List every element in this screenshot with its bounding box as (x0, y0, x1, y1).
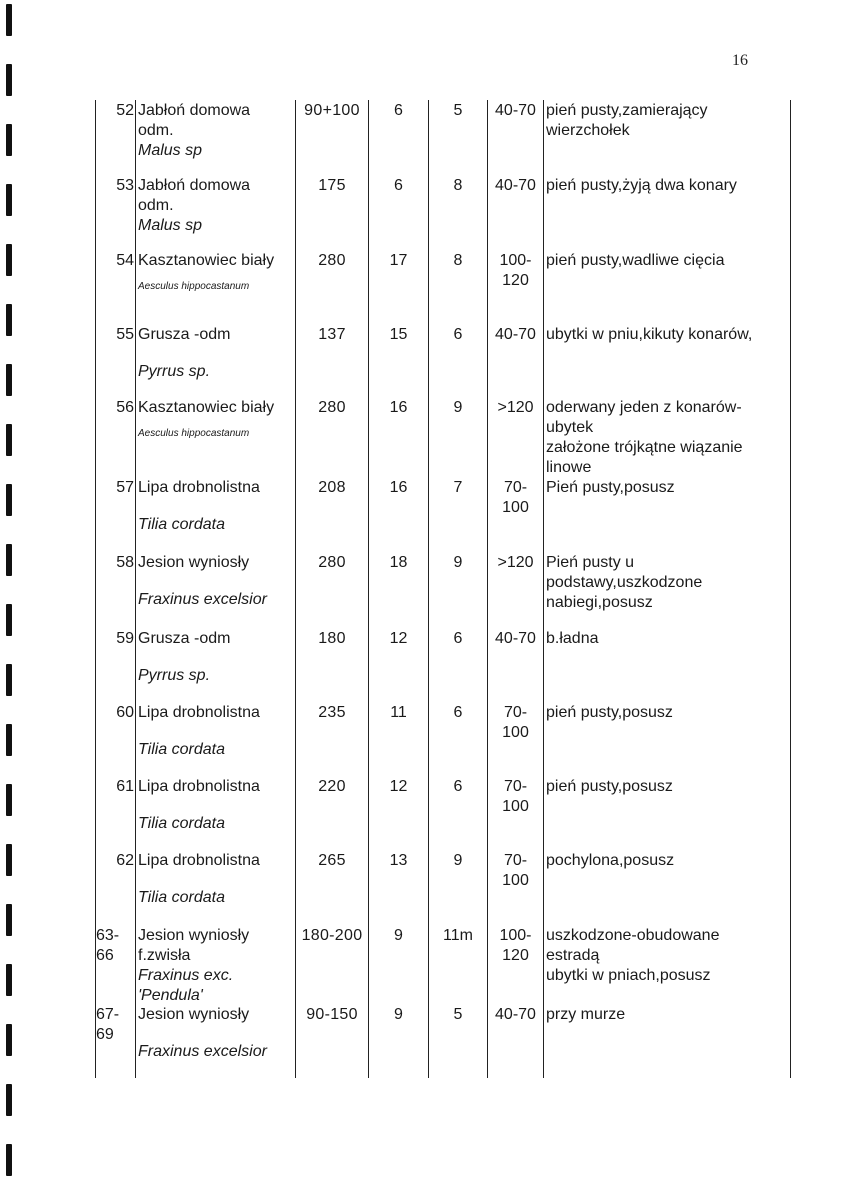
condition-note: pień pusty,posusz (546, 778, 673, 795)
species-name: Kasztanowiec biały (138, 252, 275, 269)
binding-hole (6, 4, 12, 36)
species-name: Jesion wyniosły (138, 927, 250, 944)
age-value: 70- (503, 704, 528, 721)
species-name: Grusza -odm (138, 326, 231, 343)
species-latin-name: Fraxinus excelsior (138, 591, 267, 608)
height-value: 9 (394, 927, 403, 944)
binding-strip (0, 0, 20, 1199)
crown-value: 7 (453, 479, 463, 496)
age-value: 40-70 (495, 630, 536, 647)
condition-note: podstawy,uszkodzone (546, 574, 703, 591)
binding-hole (6, 64, 12, 96)
row-number: 52 (116, 102, 134, 119)
circumference-value: 280 (318, 252, 346, 269)
condition-note: estradą (546, 947, 600, 964)
species-name: Kasztanowiec biały (138, 399, 275, 416)
binding-hole (6, 1024, 12, 1056)
species-name: Grusza -odm (138, 630, 231, 647)
circumference-value: 180 (318, 630, 346, 647)
species-name: Jabłoń domowa (138, 177, 251, 194)
crown-value: 6 (453, 326, 463, 343)
age-value: 120 (502, 272, 529, 289)
crown-value: 8 (453, 252, 463, 269)
row-number: 63- (96, 927, 120, 944)
species-name: Jesion wyniosły (138, 554, 250, 571)
species-latin-name: Pyrrus sp. (138, 667, 211, 684)
species-name: Jesion wyniosły (138, 1006, 250, 1023)
species-latin-name: Fraxinus exc. (138, 967, 234, 984)
age-value: >120 (497, 399, 534, 416)
species-latin-name: Tilia cordata (138, 516, 226, 533)
circumference-value: 90-150 (306, 1006, 358, 1023)
height-value: 18 (389, 554, 408, 571)
species-latin-name: Aesculus hippocastanum (138, 281, 250, 292)
circumference-value: 280 (318, 554, 346, 571)
age-value: >120 (497, 554, 534, 571)
condition-note: ubytek (546, 419, 594, 436)
species-latin-name: Tilia cordata (138, 741, 226, 758)
height-value: 15 (389, 326, 408, 343)
row-number: 67- (96, 1006, 120, 1023)
species-latin-name: 'Pendula' (138, 987, 203, 1004)
age-value: 100 (502, 798, 529, 815)
height-value: 13 (389, 852, 408, 869)
age-value: 40-70 (495, 326, 536, 343)
condition-note: pień pusty,żyją dwa konary (546, 177, 737, 194)
circumference-value: 180-200 (301, 927, 363, 944)
crown-value: 11m (443, 927, 473, 944)
binding-hole (6, 424, 12, 456)
condition-note: linowe (546, 459, 592, 476)
row-number: 54 (116, 252, 134, 269)
condition-note: ubytki w pniu,kikuty konarów, (546, 326, 753, 343)
circumference-value: 280 (318, 399, 346, 416)
age-value: 100 (502, 499, 529, 516)
binding-hole (6, 244, 12, 276)
row-number: 60 (116, 704, 134, 721)
age-value: 100 (502, 872, 529, 889)
condition-note: uszkodzone-obudowane (546, 927, 720, 944)
crown-value: 9 (453, 399, 463, 416)
height-value: 12 (389, 778, 408, 795)
age-value: 100- (499, 927, 532, 944)
circumference-value: 208 (318, 479, 346, 496)
crown-value: 5 (453, 102, 463, 119)
crown-value: 8 (453, 177, 463, 194)
species-latin-name: Malus sp (138, 142, 203, 159)
binding-hole (6, 364, 12, 396)
circumference-value: 90+100 (304, 102, 360, 119)
species-name: Jabłoń domowa (138, 102, 251, 119)
condition-note: pochylona,posusz (546, 852, 675, 869)
crown-value: 9 (453, 852, 463, 869)
height-value: 16 (389, 479, 408, 496)
row-number: 62 (116, 852, 134, 869)
binding-hole (6, 184, 12, 216)
species-latin-name: Aesculus hippocastanum (138, 428, 250, 439)
row-number: 58 (116, 554, 134, 571)
table-column-rule (543, 100, 544, 1078)
crown-value: 6 (453, 778, 463, 795)
species-name: Lipa drobnolistna (138, 479, 260, 496)
binding-hole (6, 1144, 12, 1176)
circumference-value: 137 (318, 326, 346, 343)
height-value: 9 (394, 1006, 403, 1023)
row-number: 61 (116, 778, 134, 795)
table-column-rule (790, 100, 791, 1078)
species-name: odm. (138, 122, 174, 139)
age-value: 40-70 (495, 177, 536, 194)
row-number: 69 (96, 1026, 114, 1043)
height-value: 16 (389, 399, 408, 416)
age-value: 40-70 (495, 1006, 536, 1023)
condition-note: ubytki w pniach,posusz (546, 967, 711, 984)
height-value: 17 (389, 252, 408, 269)
crown-value: 5 (453, 1006, 463, 1023)
binding-hole (6, 904, 12, 936)
binding-hole (6, 844, 12, 876)
height-value: 11 (390, 704, 407, 721)
height-value: 12 (389, 630, 408, 647)
row-number: 57 (116, 479, 134, 496)
age-value: 70- (503, 852, 528, 869)
species-name: Lipa drobnolistna (138, 778, 260, 795)
binding-hole (6, 964, 12, 996)
height-value: 6 (394, 177, 403, 194)
binding-hole (6, 784, 12, 816)
condition-note: Pień pusty,posusz (546, 479, 675, 496)
species-name: Lipa drobnolistna (138, 852, 260, 869)
age-value: 120 (502, 947, 529, 964)
age-value: 70- (503, 479, 528, 496)
condition-note: oderwany jeden z konarów- (546, 399, 742, 416)
species-latin-name: Malus sp (138, 217, 203, 234)
binding-hole (6, 484, 12, 516)
species-latin-name: Fraxinus excelsior (138, 1043, 267, 1060)
row-number: 59 (116, 630, 134, 647)
age-value: 100- (499, 252, 532, 269)
age-value: 70- (503, 778, 528, 795)
binding-hole (6, 544, 12, 576)
species-name: Lipa drobnolistna (138, 704, 260, 721)
age-value: 40-70 (495, 102, 536, 119)
binding-hole (6, 724, 12, 756)
species-latin-name: Tilia cordata (138, 815, 226, 832)
condition-note: założone trójkątne wiązanie (546, 439, 743, 456)
condition-note: wierzchołek (546, 122, 630, 139)
binding-hole (6, 664, 12, 696)
age-value: 100 (502, 724, 529, 741)
condition-note: pień pusty,zamierający (546, 102, 708, 119)
binding-hole (6, 604, 12, 636)
crown-value: 6 (453, 630, 463, 647)
condition-note: b.ładna (546, 630, 599, 647)
binding-hole (6, 304, 12, 336)
condition-note: Pień pusty u (546, 554, 635, 571)
row-number: 53 (116, 177, 134, 194)
circumference-value: 220 (318, 778, 346, 795)
condition-note: pień pusty,posusz (546, 704, 673, 721)
species-latin-name: Pyrrus sp. (138, 363, 211, 380)
species-latin-name: Tilia cordata (138, 889, 226, 906)
page-number: 16 (732, 52, 748, 69)
species-name: odm. (138, 197, 174, 214)
circumference-value: 175 (318, 177, 346, 194)
condition-note: nabiegi,posusz (546, 594, 653, 611)
species-name: f.zwisła (138, 947, 191, 964)
circumference-value: 265 (318, 852, 346, 869)
crown-value: 9 (453, 554, 463, 571)
row-number: 55 (116, 326, 134, 343)
crown-value: 6 (453, 704, 463, 721)
condition-note: pień pusty,wadliwe cięcia (546, 252, 725, 269)
row-number: 56 (116, 399, 134, 416)
circumference-value: 235 (318, 704, 346, 721)
condition-note: przy murze (546, 1006, 626, 1023)
binding-hole (6, 1084, 12, 1116)
row-number: 66 (96, 947, 114, 964)
binding-hole (6, 124, 12, 156)
height-value: 6 (394, 102, 403, 119)
